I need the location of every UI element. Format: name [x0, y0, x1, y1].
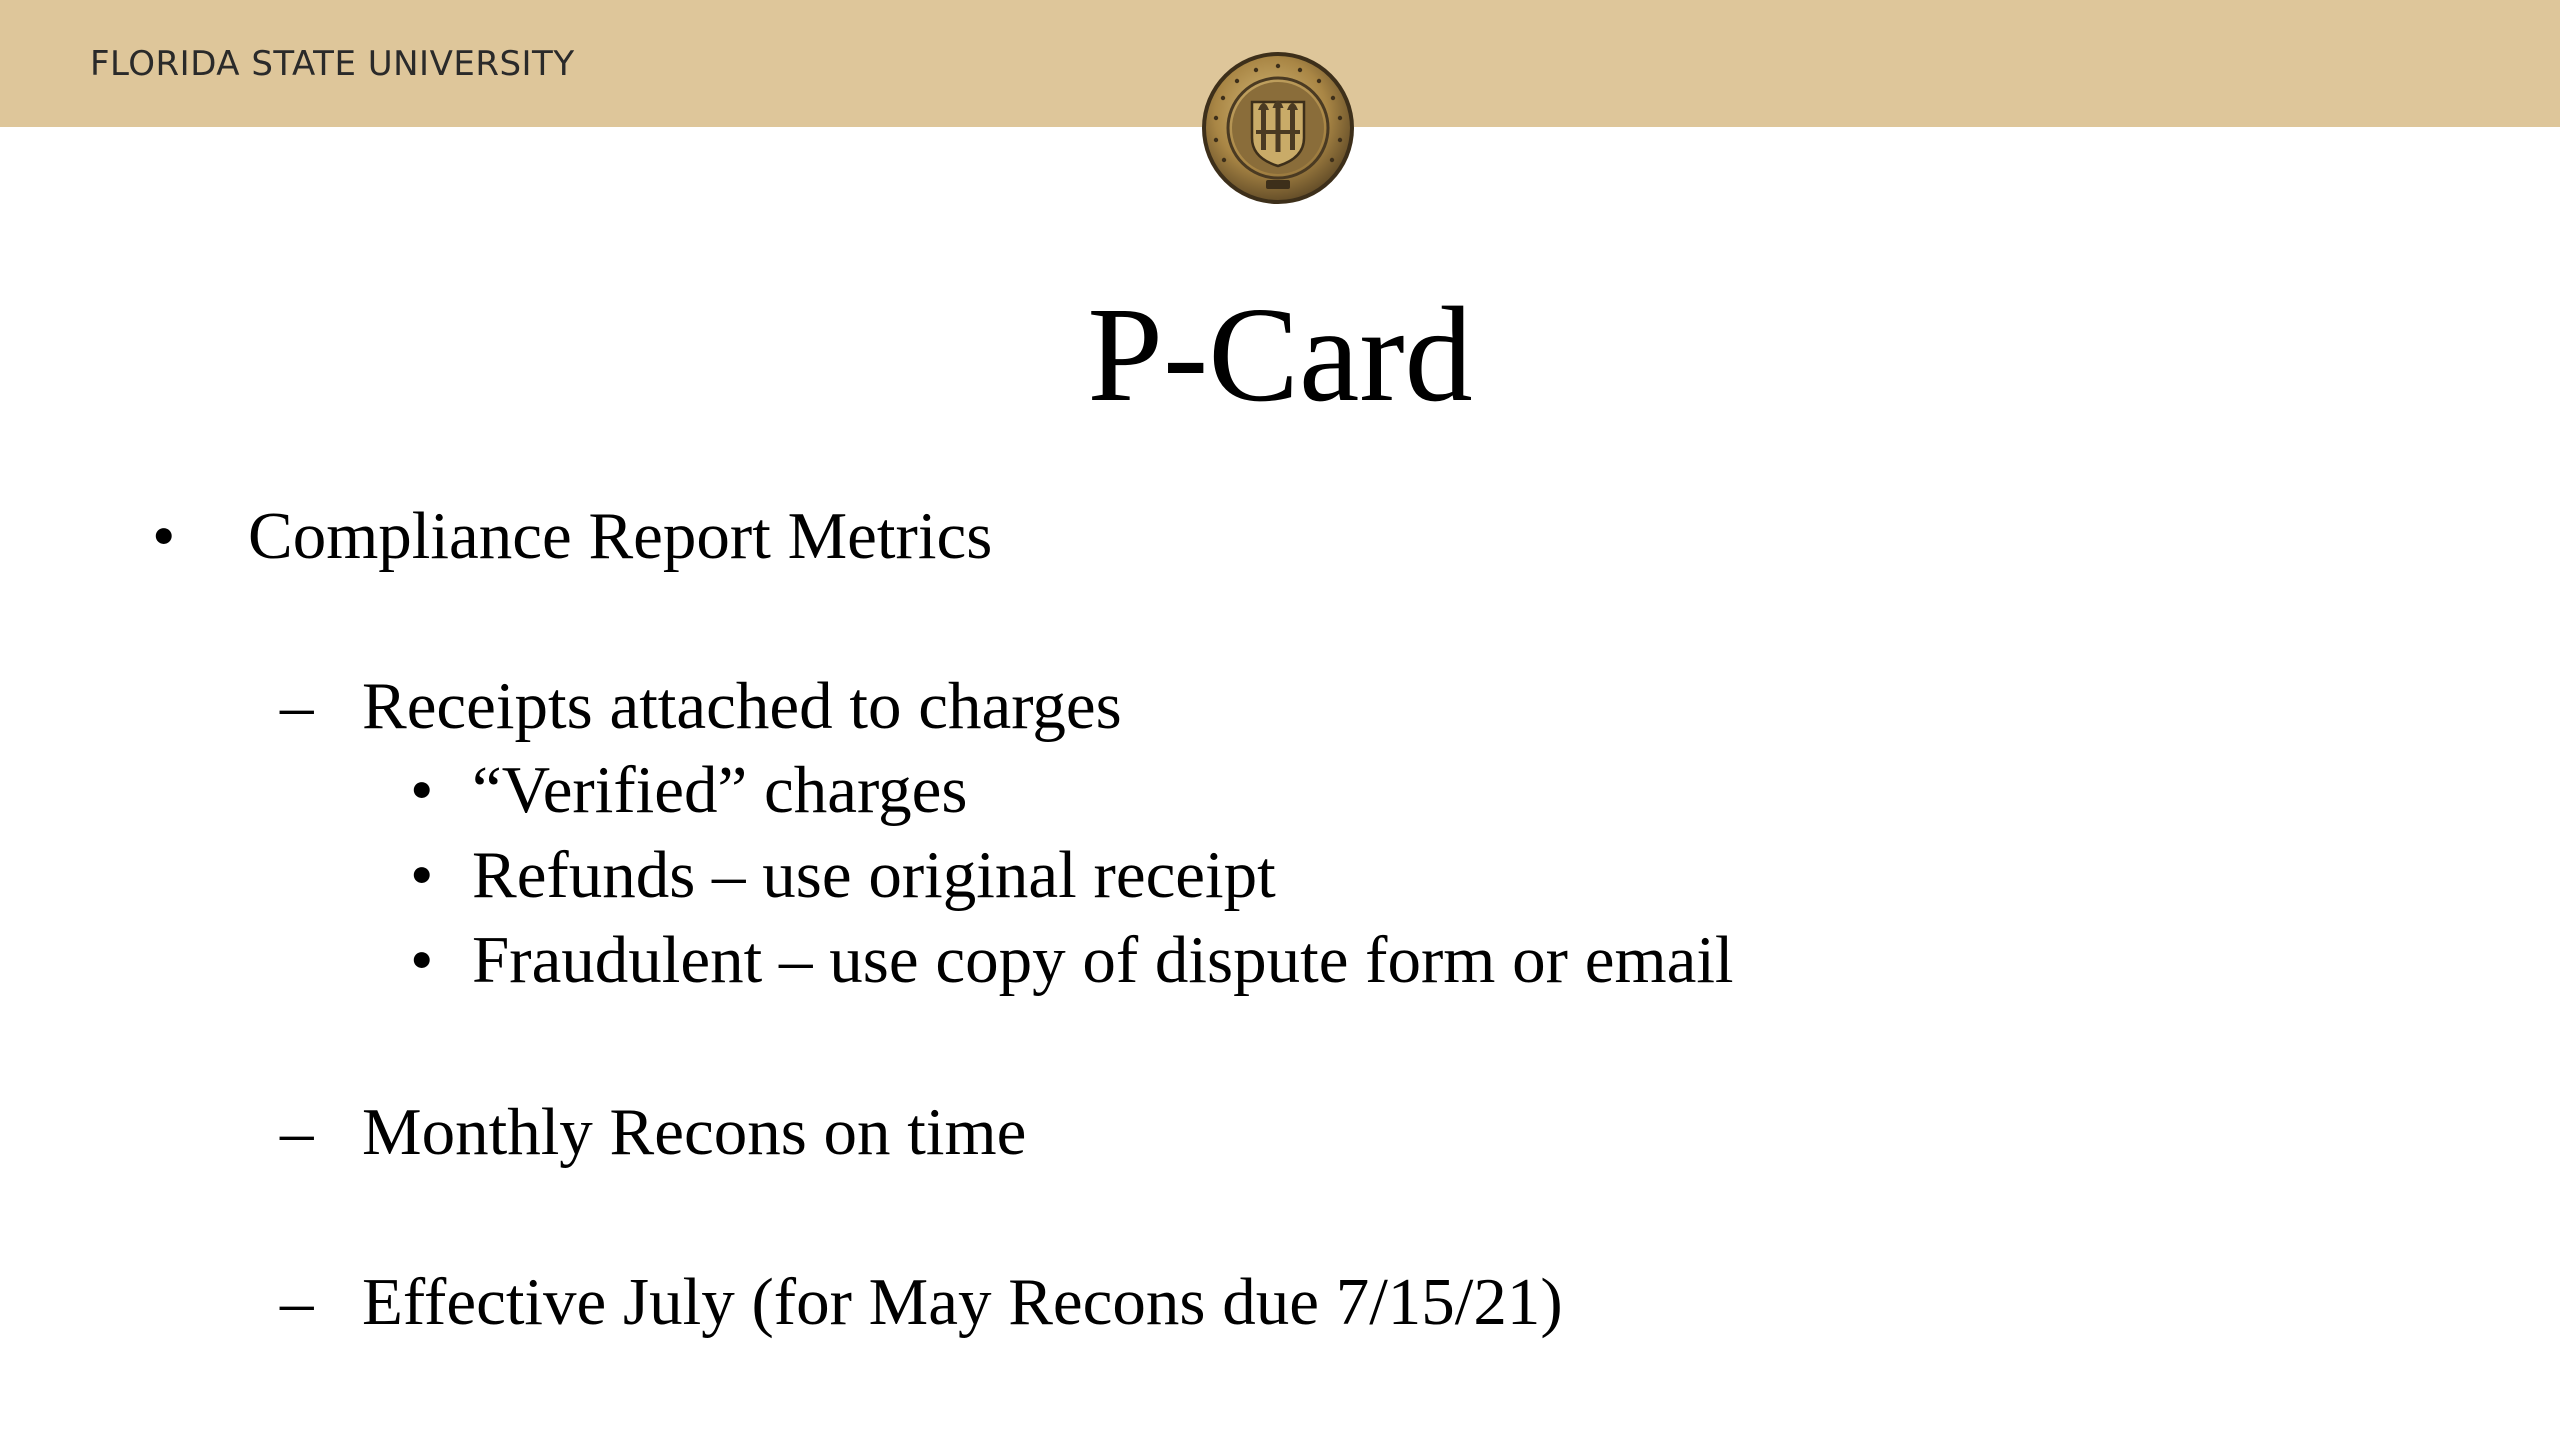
bullet-dot-icon: • [410, 923, 434, 997]
dash-bullet-icon: – [280, 1095, 314, 1169]
bullet-text: Compliance Report Metrics [248, 499, 993, 573]
sub-bullet-text: Effective July (for May Recons due 7/15/21) [362, 1265, 1563, 1339]
university-name: FLORIDA STATE UNIVERSITY [90, 44, 575, 84]
dash-bullet-icon: – [280, 669, 314, 743]
bullet-dot-icon: • [410, 753, 434, 827]
sub-sub-bullet-text: Refunds – use original receipt [472, 838, 1276, 912]
sub-bullet-text: Receipts attached to charges [362, 669, 1122, 743]
dash-bullet-icon: – [280, 1265, 314, 1339]
university-seal-icon [1200, 50, 1356, 206]
sub-bullet-text: Monthly Recons on time [362, 1095, 1027, 1169]
sub-sub-bullet-text: Fraudulent – use copy of dispute form or email [472, 923, 1734, 997]
bullet-dot-icon: • [410, 838, 434, 912]
slide-title: P-Card [1087, 280, 1473, 430]
bullet-dot-icon: • [152, 499, 176, 573]
sub-sub-bullet-text: “Verified” charges [472, 753, 968, 827]
